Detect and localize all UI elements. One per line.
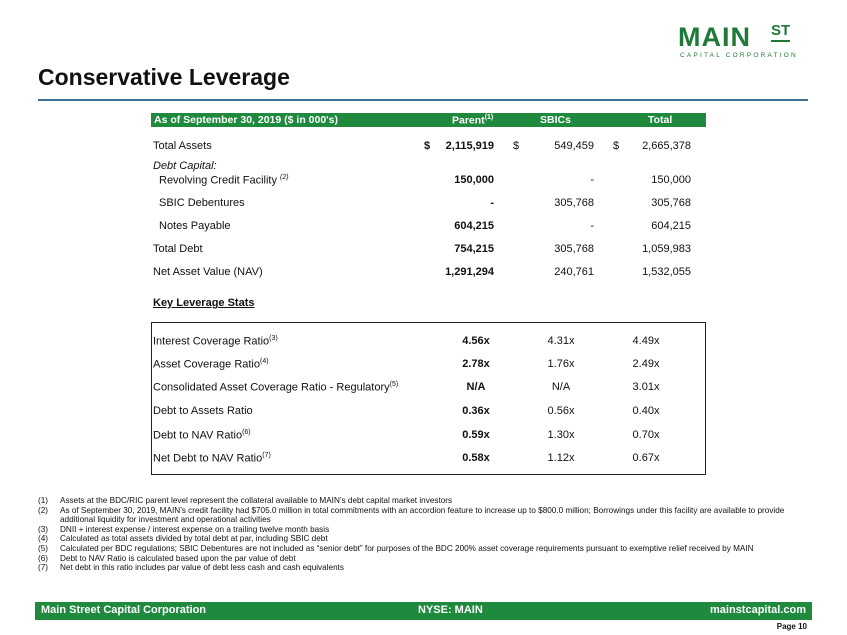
footnotes	[38, 496, 813, 573]
footer-company: Main Street Capital Corporation	[41, 604, 207, 616]
logo-main-text: MAIN	[678, 22, 751, 52]
stat-label-text: Consolidated Asset Coverage Ratio - Regulatory	[153, 381, 390, 394]
stat-label	[153, 381, 398, 394]
sbics-value: 4.31x	[547, 335, 575, 347]
dollar-sign: $	[424, 140, 431, 152]
footnote	[38, 554, 813, 564]
sbics-value: 240,761	[554, 266, 594, 278]
footnote-number: (2)	[38, 505, 49, 515]
footnote-text: DNII + interest expense / interest expense on a trailing twelve month basis	[60, 524, 330, 534]
stat-note: (5)	[389, 381, 399, 388]
parent-value: 0.59x	[462, 429, 490, 441]
row-label: Debt Capital:	[153, 160, 217, 172]
total-value: 305,768	[651, 197, 691, 209]
footer-website: mainstcapital.com	[710, 604, 806, 616]
footnote-number: (5)	[38, 543, 49, 553]
dollar-sign: $	[513, 140, 520, 152]
total-value: 0.67x	[632, 452, 660, 464]
footnote-number: (4)	[38, 534, 49, 544]
parent-value: 4.56x	[462, 335, 490, 347]
stat-label	[153, 335, 278, 348]
row-label: Notes Payable	[159, 220, 231, 232]
stat-label	[153, 452, 271, 465]
header-period: As of September 30, 2019 ($ in 000's)	[154, 114, 338, 126]
parent-value: 604,215	[454, 220, 494, 232]
parent-value: -	[490, 197, 494, 209]
total-value: 1,059,983	[642, 243, 691, 255]
footnote-number: (6)	[38, 553, 49, 563]
leverage-table	[151, 113, 706, 465]
stats-row	[151, 405, 706, 421]
footnote-text: Calculated per BDC regulations; SBIC Debentures are not included as “senior debt” for purposes of the BDC 200% asset coverage requirements pursuant to exemptive relief received by MAIN	[60, 543, 754, 553]
row-label-text: Revolving Credit Facility	[159, 174, 277, 187]
stat-note: (4)	[260, 358, 269, 365]
sbics-value: 549,459	[554, 140, 594, 152]
sbics-value: -	[590, 220, 594, 232]
stat-note: (6)	[242, 429, 251, 436]
parent-value: 0.36x	[462, 405, 490, 417]
row-label: Total Debt	[153, 243, 203, 255]
logo-st-text: ST	[771, 23, 790, 42]
table-row	[151, 140, 706, 156]
row-label: Net Asset Value (NAV)	[153, 266, 263, 278]
page-title: Conservative Leverage	[38, 64, 290, 90]
page-number: Page 10	[776, 622, 807, 631]
footnote-text: Assets at the BDC/RIC parent level represent the collateral available to MAIN’s debt capital market investors	[60, 496, 453, 505]
stat-label-text: Debt to NAV Ratio	[153, 429, 243, 442]
parent-value: 2,115,919	[445, 140, 494, 152]
stat-note: (7)	[262, 452, 271, 459]
header-parent-note: (1)	[484, 114, 494, 121]
parent-value: 1,291,294	[445, 266, 494, 278]
parent-value: 754,215	[454, 243, 494, 255]
parent-value: 0.58x	[462, 452, 490, 464]
footnote	[38, 506, 813, 525]
sbics-value: 305,768	[554, 243, 594, 255]
stat-label-text: Asset Coverage Ratio	[153, 358, 260, 371]
total-value: 0.40x	[632, 405, 660, 417]
stats-row	[151, 335, 706, 351]
stat-note: (3)	[269, 335, 278, 342]
total-value: 3.01x	[632, 381, 660, 393]
table-row	[151, 197, 706, 213]
total-value: 150,000	[651, 174, 691, 186]
key-stats-title: Key Leverage Stats	[153, 297, 255, 309]
table-header	[151, 113, 706, 127]
row-label: Total Assets	[153, 140, 212, 152]
total-value: 4.49x	[632, 335, 660, 347]
footnote-number: (3)	[38, 524, 49, 534]
table-row	[151, 243, 706, 259]
stats-row	[151, 429, 706, 445]
parent-value: 2.78x	[462, 358, 490, 370]
total-value: 2.49x	[632, 358, 660, 370]
logo-subtitle: CAPITAL CORPORATION	[680, 52, 798, 59]
total-value: 604,215	[651, 220, 691, 232]
row-note: (2)	[280, 174, 289, 181]
stat-label-text: Net Debt to NAV Ratio	[153, 452, 263, 465]
footnote-text: Calculated as total assets divided by total debt at par, including SBIC debt	[60, 534, 328, 544]
main-street-logo	[678, 22, 798, 64]
footnote-number: (7)	[38, 563, 49, 573]
stat-label: Debt to Assets Ratio	[153, 405, 253, 417]
sbics-value: 1.30x	[547, 429, 575, 441]
stat-label-text: Interest Coverage Ratio	[153, 335, 270, 348]
table-row	[151, 266, 706, 282]
row-label: SBIC Debentures	[159, 197, 245, 209]
total-value: 0.70x	[632, 429, 660, 441]
parent-value: 150,000	[454, 174, 494, 186]
footer-bar	[35, 602, 812, 620]
dollar-sign: $	[613, 140, 620, 152]
footnote-number: (1)	[38, 496, 49, 505]
header-parent-label: Parent	[452, 114, 485, 127]
footnote	[38, 534, 813, 544]
stats-row	[151, 381, 706, 397]
sbics-value: 1.76x	[547, 358, 575, 370]
footer-ticker: NYSE: MAIN	[418, 604, 483, 616]
footnote-text: Net debt in this ratio includes par value of debt less cash and cash equivalents	[60, 563, 345, 573]
stats-row	[151, 452, 706, 468]
table-row	[151, 174, 706, 190]
header-parent	[452, 114, 493, 127]
sbics-value: -	[590, 174, 594, 186]
table-row	[151, 220, 706, 236]
footnote-text: As of September 30, 2019, MAIN’s credit facility had $705.0 million in total commitments with an accordion feature to increase up to $800.0 million; Borrowings under this facility are available to provide additional liquidity for investment and operational activities	[60, 505, 785, 525]
stat-label	[153, 429, 251, 442]
stats-row	[151, 358, 706, 374]
header-sbics: SBICs	[540, 114, 571, 126]
sbics-value: 0.56x	[547, 405, 575, 417]
footnote	[38, 496, 813, 506]
footnote-text: Debt to NAV Ratio is calculated based upon the par value of debt	[60, 553, 296, 563]
sbics-value: 305,768	[554, 197, 594, 209]
footnote	[38, 525, 813, 535]
sbics-value: 1.12x	[547, 452, 575, 464]
total-value: 1,532,055	[642, 266, 691, 278]
footnote	[38, 563, 813, 573]
title-divider	[38, 99, 808, 101]
row-label	[159, 174, 289, 187]
parent-value: N/A	[466, 381, 486, 393]
header-total: Total	[648, 114, 673, 126]
sbics-value: N/A	[551, 381, 571, 393]
total-value: 2,665,378	[642, 140, 691, 152]
footnote	[38, 544, 813, 554]
stat-label	[153, 358, 269, 371]
